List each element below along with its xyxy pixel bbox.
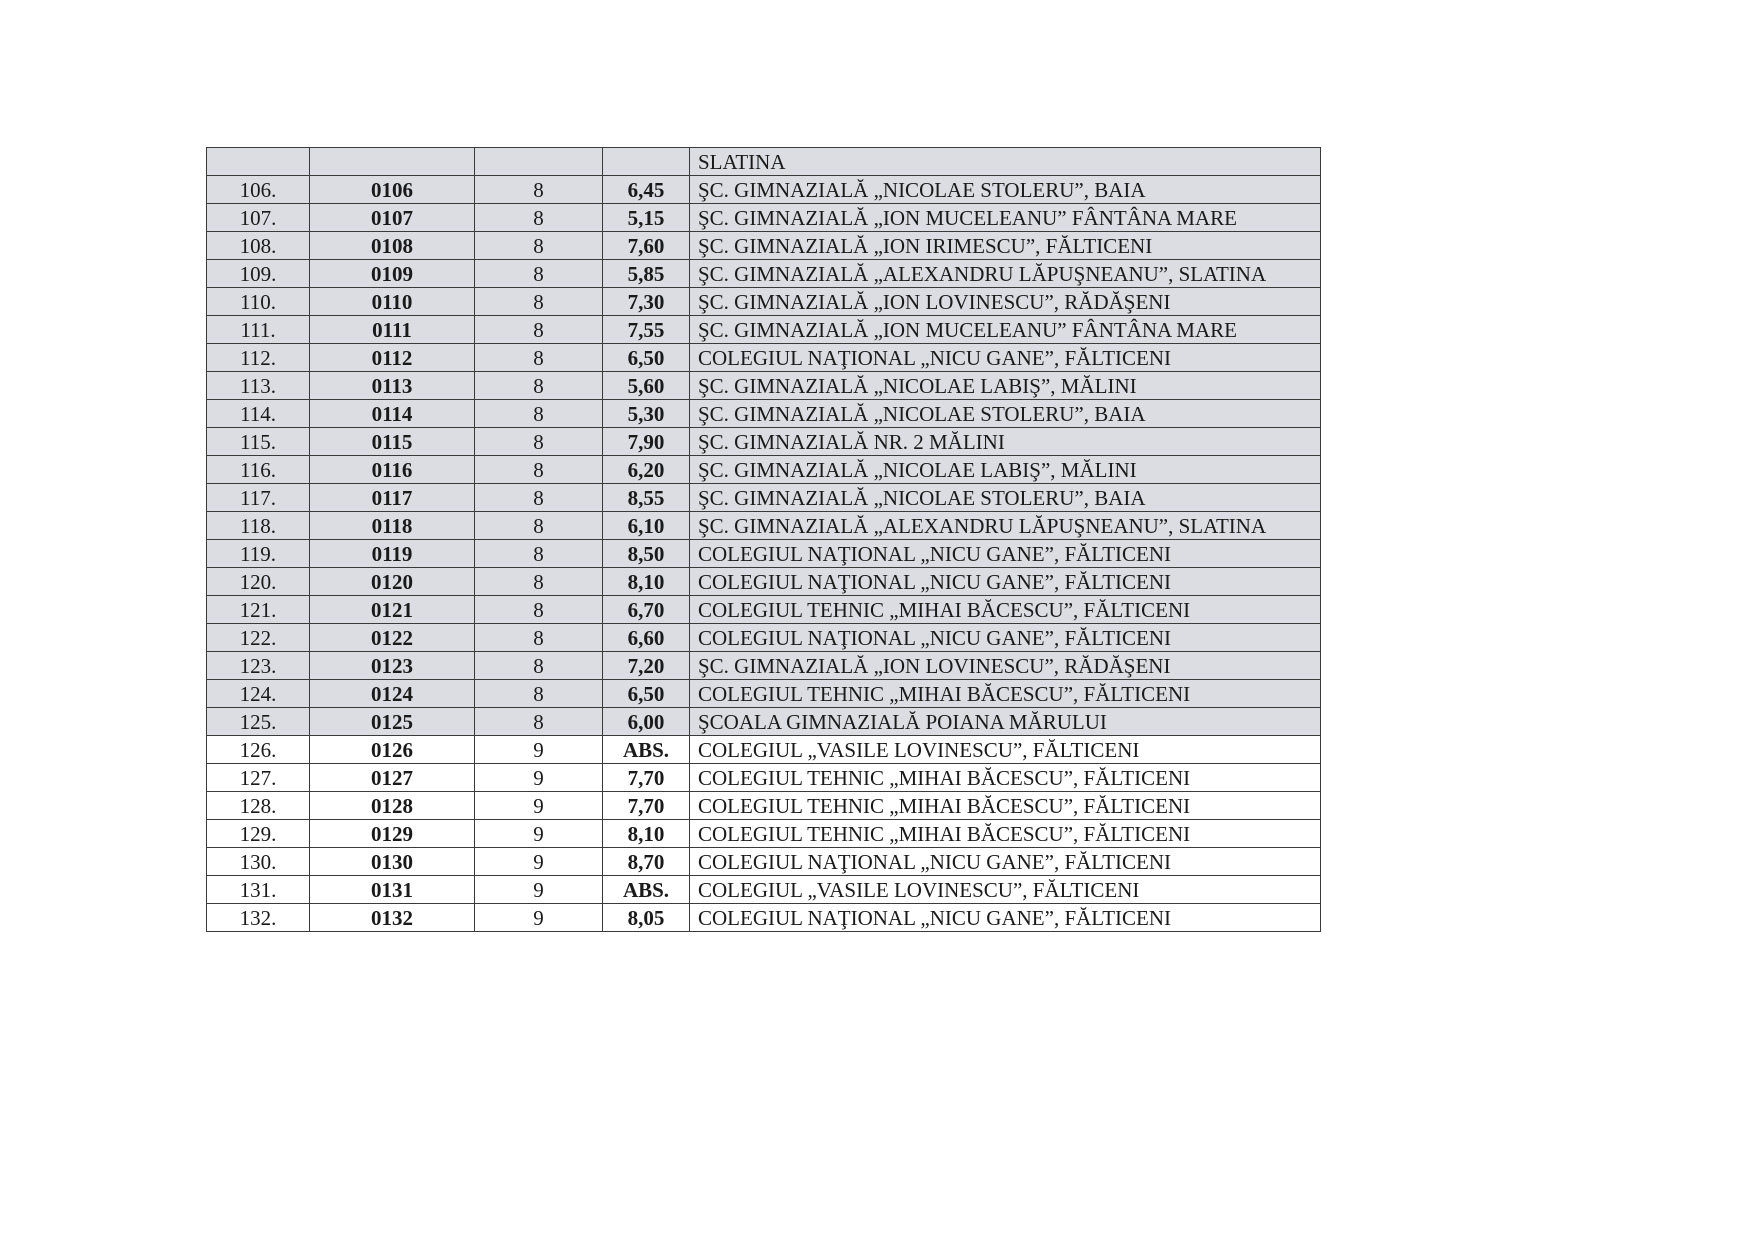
table-row	[207, 204, 1321, 232]
table-row	[207, 148, 1321, 176]
row-number-cell: 107.	[207, 204, 310, 232]
grade-cell: 7,70	[603, 764, 690, 792]
row-number-cell: 119.	[207, 540, 310, 568]
grade-cell: 7,60	[603, 232, 690, 260]
class-cell: 8	[475, 176, 603, 204]
grade-cell: ABS.	[603, 876, 690, 904]
candidate-code-cell: 0115	[310, 428, 475, 456]
grade-cell: 7,20	[603, 652, 690, 680]
table-row	[207, 344, 1321, 372]
school-cell: ŞC. GIMNAZIALĂ „ION LOVINESCU”, RĂDĂŞENI	[690, 652, 1321, 680]
class-cell	[475, 148, 603, 176]
class-cell: 9	[475, 792, 603, 820]
class-cell: 8	[475, 596, 603, 624]
candidate-code-cell: 0119	[310, 540, 475, 568]
class-cell: 8	[475, 568, 603, 596]
grade-cell: 8,05	[603, 904, 690, 932]
candidate-code-cell: 0125	[310, 708, 475, 736]
row-number-cell: 120.	[207, 568, 310, 596]
school-cell: COLEGIUL NAŢIONAL „NICU GANE”, FĂLTICENI	[690, 904, 1321, 932]
school-cell: ŞC. GIMNAZIALĂ „ION MUCELEANU” FÂNTÂNA MARE	[690, 316, 1321, 344]
school-cell: ŞC. GIMNAZIALĂ „ION LOVINESCU”, RĂDĂŞENI	[690, 288, 1321, 316]
grade-cell: 7,55	[603, 316, 690, 344]
class-cell: 8	[475, 232, 603, 260]
grade-cell: 8,10	[603, 568, 690, 596]
candidate-code-cell: 0127	[310, 764, 475, 792]
table-row	[207, 400, 1321, 428]
school-cell: COLEGIUL „VASILE LOVINESCU”, FĂLTICENI	[690, 876, 1321, 904]
table-row	[207, 652, 1321, 680]
table-row	[207, 792, 1321, 820]
class-cell: 8	[475, 512, 603, 540]
candidate-code-cell: 0131	[310, 876, 475, 904]
table-row	[207, 176, 1321, 204]
table-row	[207, 680, 1321, 708]
row-number-cell: 115.	[207, 428, 310, 456]
candidate-code-cell: 0132	[310, 904, 475, 932]
school-cell: ŞC. GIMNAZIALĂ „NICOLAE LABIŞ”, MĂLINI	[690, 372, 1321, 400]
candidate-code-cell: 0114	[310, 400, 475, 428]
grade-cell: 6,20	[603, 456, 690, 484]
class-cell: 8	[475, 372, 603, 400]
grade-cell: 6,60	[603, 624, 690, 652]
class-cell: 9	[475, 876, 603, 904]
row-number-cell: 126.	[207, 736, 310, 764]
class-cell: 9	[475, 820, 603, 848]
row-number-cell: 127.	[207, 764, 310, 792]
table-row	[207, 764, 1321, 792]
grade-cell: 8,50	[603, 540, 690, 568]
table-row	[207, 904, 1321, 932]
school-cell: SLATINA	[690, 148, 1321, 176]
class-cell: 8	[475, 652, 603, 680]
school-cell: ŞC. GIMNAZIALĂ „NICOLAE LABIŞ”, MĂLINI	[690, 456, 1321, 484]
school-cell: COLEGIUL NAŢIONAL „NICU GANE”, FĂLTICENI	[690, 344, 1321, 372]
class-cell: 9	[475, 736, 603, 764]
candidate-code-cell: 0113	[310, 372, 475, 400]
table-row	[207, 736, 1321, 764]
table-row	[207, 708, 1321, 736]
table-row	[207, 820, 1321, 848]
candidate-code-cell: 0107	[310, 204, 475, 232]
class-cell: 9	[475, 904, 603, 932]
row-number-cell: 114.	[207, 400, 310, 428]
candidate-code-cell: 0128	[310, 792, 475, 820]
candidate-code-cell: 0130	[310, 848, 475, 876]
table-row	[207, 428, 1321, 456]
row-number-cell: 130.	[207, 848, 310, 876]
row-number-cell: 113.	[207, 372, 310, 400]
school-cell: ŞC. GIMNAZIALĂ „ION MUCELEANU” FÂNTÂNA MARE	[690, 204, 1321, 232]
school-cell: COLEGIUL TEHNIC „MIHAI BĂCESCU”, FĂLTICENI	[690, 680, 1321, 708]
candidate-code-cell: 0121	[310, 596, 475, 624]
class-cell: 8	[475, 204, 603, 232]
row-number-cell: 112.	[207, 344, 310, 372]
school-cell: COLEGIUL NAŢIONAL „NICU GANE”, FĂLTICENI	[690, 540, 1321, 568]
grade-cell: 5,15	[603, 204, 690, 232]
class-cell: 8	[475, 344, 603, 372]
grade-cell: 8,55	[603, 484, 690, 512]
class-cell: 8	[475, 400, 603, 428]
candidate-code-cell: 0108	[310, 232, 475, 260]
row-number-cell: 121.	[207, 596, 310, 624]
school-cell: ŞCOALA GIMNAZIALĂ POIANA MĂRULUI	[690, 708, 1321, 736]
row-number-cell: 111.	[207, 316, 310, 344]
candidate-code-cell	[310, 148, 475, 176]
grade-cell: 6,70	[603, 596, 690, 624]
class-cell: 8	[475, 708, 603, 736]
candidate-code-cell: 0122	[310, 624, 475, 652]
school-cell: COLEGIUL TEHNIC „MIHAI BĂCESCU”, FĂLTICENI	[690, 792, 1321, 820]
table-row	[207, 512, 1321, 540]
table-row	[207, 260, 1321, 288]
grade-cell: 5,60	[603, 372, 690, 400]
school-cell: ŞC. GIMNAZIALĂ „ALEXANDRU LĂPUŞNEANU”, SLATINA	[690, 260, 1321, 288]
grade-cell: 6,50	[603, 344, 690, 372]
row-number-cell: 117.	[207, 484, 310, 512]
grade-cell: 7,90	[603, 428, 690, 456]
table-row	[207, 484, 1321, 512]
school-cell: ŞC. GIMNAZIALĂ „NICOLAE STOLERU”, BAIA	[690, 400, 1321, 428]
row-number-cell: 110.	[207, 288, 310, 316]
candidate-code-cell: 0111	[310, 316, 475, 344]
candidate-code-cell: 0110	[310, 288, 475, 316]
table-row	[207, 848, 1321, 876]
table-row	[207, 876, 1321, 904]
school-cell: COLEGIUL NAŢIONAL „NICU GANE”, FĂLTICENI	[690, 624, 1321, 652]
class-cell: 9	[475, 848, 603, 876]
candidate-code-cell: 0118	[310, 512, 475, 540]
school-cell: ŞC. GIMNAZIALĂ „NICOLAE STOLERU”, BAIA	[690, 176, 1321, 204]
school-cell: COLEGIUL „VASILE LOVINESCU”, FĂLTICENI	[690, 736, 1321, 764]
table-row	[207, 288, 1321, 316]
grade-cell	[603, 148, 690, 176]
school-cell: COLEGIUL TEHNIC „MIHAI BĂCESCU”, FĂLTICENI	[690, 820, 1321, 848]
candidate-code-cell: 0126	[310, 736, 475, 764]
class-cell: 8	[475, 288, 603, 316]
row-number-cell: 116.	[207, 456, 310, 484]
grade-cell: 5,85	[603, 260, 690, 288]
results-table-body	[207, 148, 1321, 932]
class-cell: 8	[475, 484, 603, 512]
candidate-code-cell: 0109	[310, 260, 475, 288]
row-number-cell: 106.	[207, 176, 310, 204]
table-row	[207, 596, 1321, 624]
class-cell: 9	[475, 764, 603, 792]
candidate-code-cell: 0106	[310, 176, 475, 204]
table-row	[207, 456, 1321, 484]
table-row	[207, 232, 1321, 260]
class-cell: 8	[475, 540, 603, 568]
row-number-cell	[207, 148, 310, 176]
grade-cell: 6,50	[603, 680, 690, 708]
school-cell: ŞC. GIMNAZIALĂ „ALEXANDRU LĂPUŞNEANU”, SLATINA	[690, 512, 1321, 540]
class-cell: 8	[475, 428, 603, 456]
row-number-cell: 128.	[207, 792, 310, 820]
school-cell: ŞC. GIMNAZIALĂ „ION IRIMESCU”, FĂLTICENI	[690, 232, 1321, 260]
row-number-cell: 125.	[207, 708, 310, 736]
row-number-cell: 124.	[207, 680, 310, 708]
row-number-cell: 118.	[207, 512, 310, 540]
grade-cell: 6,10	[603, 512, 690, 540]
table-row	[207, 624, 1321, 652]
row-number-cell: 129.	[207, 820, 310, 848]
candidate-code-cell: 0117	[310, 484, 475, 512]
school-cell: COLEGIUL TEHNIC „MIHAI BĂCESCU”, FĂLTICENI	[690, 764, 1321, 792]
grade-cell: 6,45	[603, 176, 690, 204]
row-number-cell: 131.	[207, 876, 310, 904]
class-cell: 8	[475, 680, 603, 708]
class-cell: 8	[475, 624, 603, 652]
candidate-code-cell: 0112	[310, 344, 475, 372]
grade-cell: 7,30	[603, 288, 690, 316]
school-cell: COLEGIUL NAŢIONAL „NICU GANE”, FĂLTICENI	[690, 848, 1321, 876]
grade-cell: 5,30	[603, 400, 690, 428]
class-cell: 8	[475, 316, 603, 344]
row-number-cell: 122.	[207, 624, 310, 652]
school-cell: ŞC. GIMNAZIALĂ „NICOLAE STOLERU”, BAIA	[690, 484, 1321, 512]
grade-cell: ABS.	[603, 736, 690, 764]
grade-cell: 7,70	[603, 792, 690, 820]
grade-cell: 6,00	[603, 708, 690, 736]
table-row	[207, 372, 1321, 400]
table-row	[207, 540, 1321, 568]
row-number-cell: 108.	[207, 232, 310, 260]
class-cell: 8	[475, 260, 603, 288]
school-cell: ŞC. GIMNAZIALĂ NR. 2 MĂLINI	[690, 428, 1321, 456]
grade-cell: 8,10	[603, 820, 690, 848]
row-number-cell: 132.	[207, 904, 310, 932]
candidate-code-cell: 0129	[310, 820, 475, 848]
candidate-code-cell: 0124	[310, 680, 475, 708]
grade-cell: 8,70	[603, 848, 690, 876]
row-number-cell: 123.	[207, 652, 310, 680]
table-row	[207, 568, 1321, 596]
candidate-code-cell: 0116	[310, 456, 475, 484]
table-row	[207, 316, 1321, 344]
school-cell: COLEGIUL NAŢIONAL „NICU GANE”, FĂLTICENI	[690, 568, 1321, 596]
candidate-code-cell: 0123	[310, 652, 475, 680]
results-table	[206, 147, 1321, 932]
class-cell: 8	[475, 456, 603, 484]
school-cell: COLEGIUL TEHNIC „MIHAI BĂCESCU”, FĂLTICENI	[690, 596, 1321, 624]
row-number-cell: 109.	[207, 260, 310, 288]
candidate-code-cell: 0120	[310, 568, 475, 596]
